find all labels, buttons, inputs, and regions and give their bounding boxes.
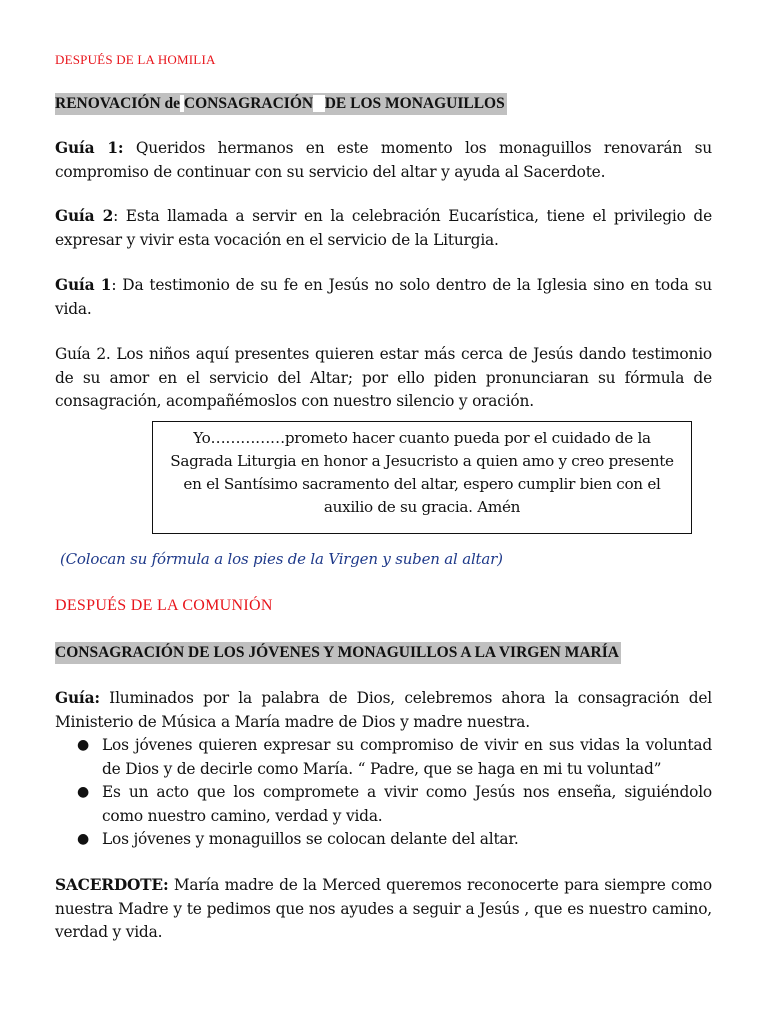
paragraph-guia-consecration [55,687,712,734]
after-homily-label: DESPUÉS DE LA HOMILIA [55,52,216,67]
section-title-renewal [55,93,507,115]
speaker-label: Guía 2 [55,207,114,225]
bullet-list [55,734,712,852]
list-item [55,781,712,828]
paragraph-guia-1-testimony [55,274,712,321]
paragraph-text: Iluminados por la palabra de Dios, celebremos ahora la consagración del Ministerio de Música a María madre de Dios y madre nuestra. [55,689,712,731]
speaker-label: Guía: [55,689,100,707]
list-item-text: Es un acto que los compromete a vivir como Jesús nos enseña, siguiéndolo como nuestro camino, verdad y vida. [102,783,712,825]
paragraph-text: : Da testimonio de su fe en Jesús no solo dentro de la Iglesia sino en toda su vida. [55,276,712,318]
paragraph-text: María madre de la Merced queremos reconocerte para siempre como nuestra Madre y te pedimos que nos ayudes a seguir a Jesús , que es nuestro camino, verdad y vida. [55,876,712,941]
bullet-icon: ● [77,831,90,847]
list-item [55,734,712,781]
after-communion-label: DESPUÉS DE LA COMUNIÓN [55,597,273,614]
speaker-label: Guía 1: [55,139,124,157]
consecration-formula-box: Yo……………prometo hacer cuanto pueda por el cuidado de la Sagrada Liturgia en honor a Jesucristo a quien amo y creo presente en el Santísimo sacramento del altar, espero cumplir bien con el auxilio de su gracia. Amén [152,421,692,534]
instruction-note: (Colocan su fórmula a los pies de la Virgen y suben al altar) [60,550,503,568]
speaker-label: Guía 1 [55,276,112,294]
list-item-text: Los jóvenes y monaguillos se colocan delante del altar. [102,830,519,848]
paragraph-text: : Esta llamada a servir en la celebración Eucarística, tiene el privilegio de expresar y vivir esta vocación en el servicio de la Liturgia. [55,207,712,249]
paragraph-guia-2-children [55,343,712,414]
section-title-part-b: CONSAGRACIÓN [183,95,314,112]
section-title-consecration-virgin: CONSAGRACIÓN DE LOS JÓVENES Y MONAGUILLOS A LA VIRGEN MARÍA [55,642,621,664]
paragraph-text: Guía 2. Los niños aquí presentes quieren estar más cerca de Jesús dando testimonio de su amor en el servicio del Altar; por ello piden pronunciaran su fórmula de consagración, acompañémoslos con nuestro silencio y oración. [55,345,712,410]
paragraph-guia-2 [55,205,712,252]
paragraph-guia-1 [55,137,712,184]
speaker-label: SACERDOTE: [55,876,169,894]
bullet-icon: ● [77,737,90,753]
section-title-part-c: DE LOS MONAGUILLOS [324,95,505,112]
paragraph-sacerdote [55,874,712,945]
paragraph-text: Queridos hermanos en este momento los monaguillos renovarán su compromiso de continuar con su servicio del altar y ayuda al Sacerdote. [55,139,712,181]
section-title-part-a: RENOVACIÓN de [55,95,181,112]
list-item [55,828,712,852]
bullet-icon: ● [77,784,90,800]
list-item-text: Los jóvenes quieren expresar su compromiso de vivir en sus vidas la voluntad de Dios y de decirle como María. “ Padre, que se haga en mi tu voluntad” [102,736,712,778]
